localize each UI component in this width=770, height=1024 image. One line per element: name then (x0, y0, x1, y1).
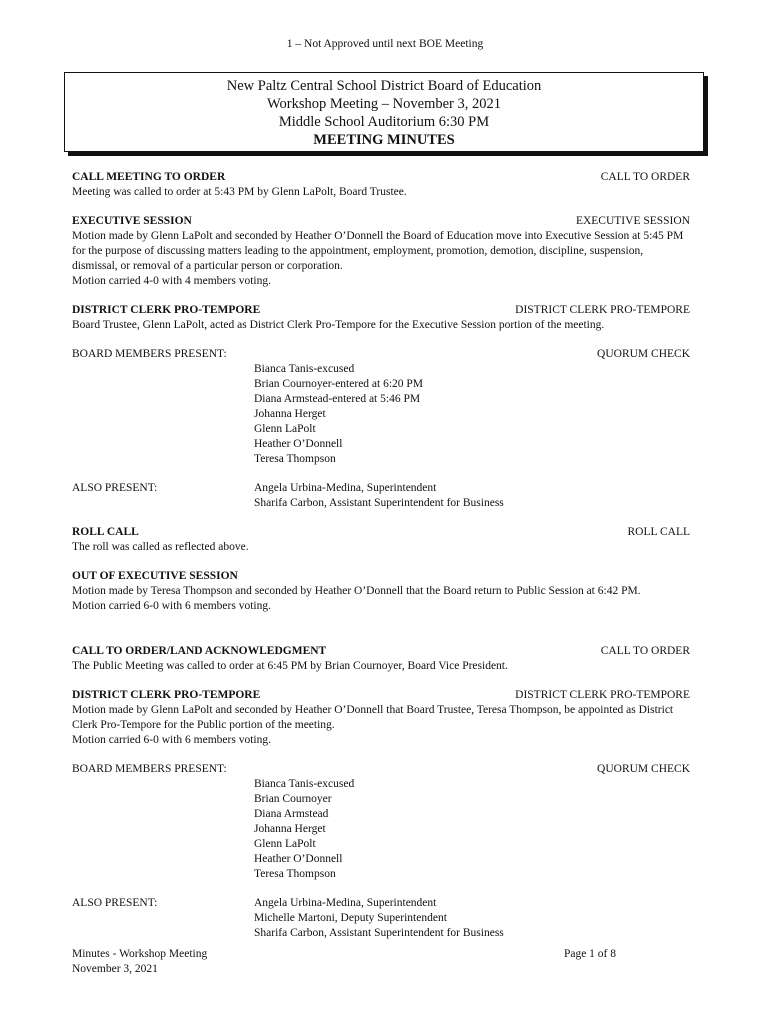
page-header: 1 – Not Approved until next BOE Meeting (286, 38, 484, 50)
section-text: The Public Meeting was called to order at 6:45 PM by Brian Cournoyer, Board Vice President. (72, 660, 508, 672)
page-footer (72, 947, 616, 977)
section-text: Motion made by Glenn LaPolt and seconded by Heather O’Donnell that Board Trustee, Teresa Thompson, be appointed as District Clerk Pro-Tempore for the Public portion of the meeting. (72, 704, 674, 731)
section-text: The roll was called as reflected above. (72, 541, 249, 553)
footer-title: Minutes - Workshop Meeting (72, 948, 208, 960)
list-item: Diana Armstead (254, 808, 329, 820)
margin-tag: QUORUM CHECK (597, 348, 690, 360)
also-present-label: ALSO PRESENT: (72, 482, 158, 494)
margin-tag: CALL TO ORDER (600, 645, 690, 657)
board-members-list (254, 777, 690, 882)
also-present-list (254, 896, 504, 941)
list-item: Johanna Herget (254, 408, 326, 420)
margin-tag: QUORUM CHECK (597, 763, 690, 775)
also-present-label: ALSO PRESENT: (72, 897, 158, 909)
board-members-label: BOARD MEMBERS PRESENT: (72, 763, 227, 775)
section-heading: CALL TO ORDER/LAND ACKNOWLEDGMENT (72, 645, 327, 657)
list-item: Michelle Martoni, Deputy Superintendent (254, 912, 447, 924)
land-ack-heading-row (72, 644, 690, 659)
executive-session-heading-row (72, 214, 690, 229)
list-item: Brian Cournoyer-entered at 6:20 PM (254, 378, 424, 390)
margin-tag: EXECUTIVE SESSION (575, 215, 690, 227)
out-exec-heading-row (72, 569, 690, 584)
title-line-meeting: Workshop Meeting – November 3, 2021 (266, 96, 502, 112)
section-heading: EXECUTIVE SESSION (72, 215, 192, 227)
board-members-list (254, 362, 690, 467)
section-text: Meeting was called to order at 5:43 PM by Glenn LaPolt, Board Trustee. (72, 186, 407, 198)
list-item: Sharifa Carbon, Assistant Superintendent for Business (254, 497, 504, 509)
section-text: Board Trustee, Glenn LaPolt, acted as District Clerk Pro-Tempore for the Executive Session portion of the meeting. (72, 319, 605, 331)
margin-tag: ROLL CALL (627, 526, 690, 538)
clerk-heading-row (72, 688, 690, 703)
list-item: Angela Urbina-Medina, Superintendent (254, 482, 437, 494)
section-heading: ROLL CALL (72, 526, 139, 538)
motion-result: Motion carried 4-0 with 4 members voting. (72, 275, 271, 287)
also-present-row (72, 481, 690, 511)
page-number: Page 1 of 8 (563, 948, 616, 960)
list-item: Heather O’Donnell (254, 438, 343, 450)
title-box (64, 72, 704, 152)
board-members-label: BOARD MEMBERS PRESENT: (72, 348, 227, 360)
section-text: Motion made by Teresa Thompson and seconded by Heather O’Donnell that the Board return to Public Session at 6:42 PM. (72, 585, 641, 597)
motion-result: Motion carried 6-0 with 6 members voting. (72, 734, 271, 746)
clerk-heading-row (72, 303, 690, 318)
board-members-row (72, 347, 690, 362)
margin-tag: CALL TO ORDER (600, 171, 690, 183)
also-present-row (72, 896, 690, 941)
title-line-district: New Paltz Central School District Board of Education (226, 78, 542, 94)
margin-tag: DISTRICT CLERK PRO-TEMPORE (515, 304, 690, 316)
margin-tag: DISTRICT CLERK PRO-TEMPORE (515, 689, 690, 701)
section-heading: OUT OF EXECUTIVE SESSION (72, 570, 238, 582)
section-heading: DISTRICT CLERK PRO-TEMPORE (72, 689, 261, 701)
list-item: Brian Cournoyer (254, 793, 332, 805)
title-line-location: Middle School Auditorium 6:30 PM (278, 114, 490, 130)
list-item: Angela Urbina-Medina, Superintendent (254, 897, 437, 909)
call-to-order-heading-row (72, 170, 690, 185)
list-item: Sharifa Carbon, Assistant Superintendent for Business (254, 927, 504, 939)
also-present-list (254, 481, 504, 511)
roll-call-heading-row (72, 525, 690, 540)
list-item: Bianca Tanis-excused (254, 363, 355, 375)
footer-date: November 3, 2021 (72, 963, 158, 975)
list-item: Johanna Herget (254, 823, 326, 835)
list-item: Glenn LaPolt (254, 423, 316, 435)
list-item: Heather O’Donnell (254, 853, 343, 865)
section-text: Motion made by Glenn LaPolt and seconded by Heather O’Donnell the Board of Education move into Executive Session at 5:45 PM for the purpose of discussing matters leading to the appointment, employment, promotion, demotion, discipline, suspension, dismissal, or removal of a particular person or corporation. (72, 230, 684, 272)
minutes-body (72, 170, 690, 941)
list-item: Diana Armstead-entered at 5:46 PM (254, 393, 421, 405)
list-item: Teresa Thompson (254, 453, 336, 465)
title-line-minutes: MEETING MINUTES (313, 132, 455, 148)
list-item: Bianca Tanis-excused (254, 778, 355, 790)
list-item: Teresa Thompson (254, 868, 336, 880)
section-heading: CALL MEETING TO ORDER (72, 171, 226, 183)
board-members-row (72, 762, 690, 777)
motion-result: Motion carried 6-0 with 6 members voting. (72, 600, 271, 612)
section-heading: DISTRICT CLERK PRO-TEMPORE (72, 304, 261, 316)
list-item: Glenn LaPolt (254, 838, 316, 850)
